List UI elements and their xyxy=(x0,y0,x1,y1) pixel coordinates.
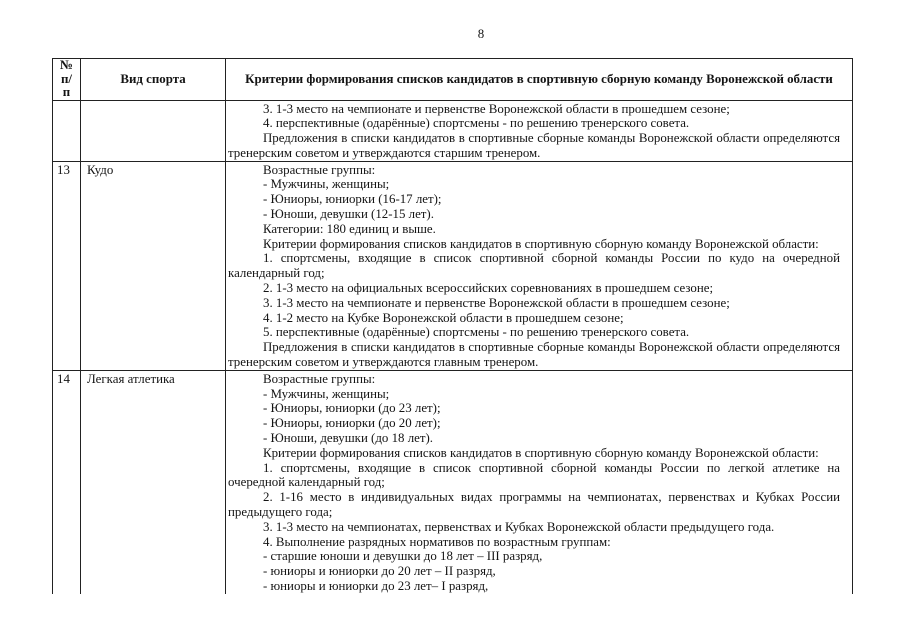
criteria-paragraph: Критерии формирования списков кандидатов в спортивную сборную команду Воронежской области: xyxy=(263,445,819,460)
criteria-paragraph: 4. 1-2 место на Кубке Воронежской области в прошедшем сезоне; xyxy=(263,310,624,325)
criteria-paragraph: 3. 1-3 место на чемпионатах, первенствах и Кубках Воронежской области предыдущего года. xyxy=(263,519,775,534)
header-criteria-label: Критерии формирования списков кандидатов в спортивную сборную команду Воронежской области xyxy=(245,71,833,86)
criteria-paragraph: Предложения в списки кандидатов в спортивные сборные команды Воронежской области определяются тренерским советом и утверждаются старшим тренером. xyxy=(228,131,840,160)
criteria-paragraph: 3. 1-3 место на чемпионате и первенстве Воронежской области в прошедшем сезоне; xyxy=(263,295,730,310)
criteria-paragraph: 3. 1-3 место на чемпионате и первенстве Воронежской области в прошедшем сезоне; xyxy=(263,101,730,116)
header-sport-cell xyxy=(81,59,226,101)
criteria-table xyxy=(52,58,853,594)
criteria-cell xyxy=(226,100,853,161)
row-number-cell: 13 xyxy=(53,161,81,370)
table-body xyxy=(53,100,853,594)
criteria-paragraph: - Юниоры, юниорки (до 23 лет); xyxy=(263,401,441,416)
criteria-cell xyxy=(226,370,853,593)
header-sport-label: Вид спорта xyxy=(120,71,186,86)
criteria-paragraph: - юниоры и юниорки до 23 лет– I разряд, xyxy=(263,579,489,593)
criteria-paragraph: - Юниоры, юниорки (до 20 лет); xyxy=(263,416,441,431)
sport-name-cell: Легкая атлетика xyxy=(81,370,226,593)
criteria-paragraph: 2. 1-16 место в индивидуальных видах программы на чемпионатах, первенствах и Кубках России предыдущего года; xyxy=(228,490,840,520)
header-number-cell xyxy=(53,59,81,101)
sport-name-cell: Кудо xyxy=(81,161,226,370)
criteria-paragraph: 4. перспективные (одарённые) спортсмены - по решению тренерского совета. xyxy=(263,116,690,131)
row-number-cell: 14 xyxy=(53,370,81,593)
criteria-paragraph: - Мужчины, женщины; xyxy=(263,386,390,401)
criteria-paragraph: 2. 1-3 место на официальных всероссийских соревнованиях в прошедшем сезоне; xyxy=(263,281,714,296)
criteria-paragraph: - Юноши, девушки (12-15 лет). xyxy=(263,207,434,222)
sport-name-cell xyxy=(81,100,226,161)
criteria-cell xyxy=(226,161,853,370)
row-number-cell xyxy=(53,100,81,161)
header-criteria-cell xyxy=(226,59,853,101)
criteria-paragraph: - юниоры и юниорки до 20 лет – II разряд, xyxy=(263,564,496,579)
criteria-paragraph: Категории: 180 единиц и выше. xyxy=(263,221,436,236)
table-row xyxy=(53,370,853,593)
criteria-paragraph: 5. перспективные (одарённые) спортсмены - по решению тренерского совета. xyxy=(263,325,690,340)
criteria-paragraph: Возрастные группы: xyxy=(263,162,376,177)
criteria-paragraph: - Мужчины, женщины; xyxy=(263,177,390,192)
table-row xyxy=(53,161,853,370)
criteria-paragraph: 4. Выполнение разрядных нормативов по возрастным группам: xyxy=(263,534,611,549)
criteria-paragraph: Возрастные группы: xyxy=(263,371,376,386)
criteria-paragraph: 1. спортсмены, входящие в список спортивной сборной команды России по кудо на очередной календарный год; xyxy=(228,251,840,281)
criteria-paragraph: - старшие юноши и девушки до 18 лет – III разряд, xyxy=(263,549,543,564)
header-number-label: № п/п xyxy=(60,58,73,99)
page-number: 8 xyxy=(477,27,485,41)
criteria-paragraph: Предложения в списки кандидатов в спортивные сборные команды Воронежской области определяются тренерским советом и утверждаются главным тренером. xyxy=(228,340,840,370)
criteria-paragraph: - Юноши, девушки (до 18 лет). xyxy=(263,431,433,446)
criteria-paragraph: - Юниоры, юниорки (16-17 лет); xyxy=(263,192,442,207)
criteria-paragraph: Критерии формирования списков кандидатов в спортивную сборную команду Воронежской области: xyxy=(263,236,819,251)
table-header-row xyxy=(53,59,853,101)
criteria-paragraph: 1. спортсмены, входящие в список спортивной сборной команды России по легкой атлетике на очередной календарный год; xyxy=(228,460,840,490)
table-header xyxy=(53,59,853,101)
table-row xyxy=(53,100,853,161)
